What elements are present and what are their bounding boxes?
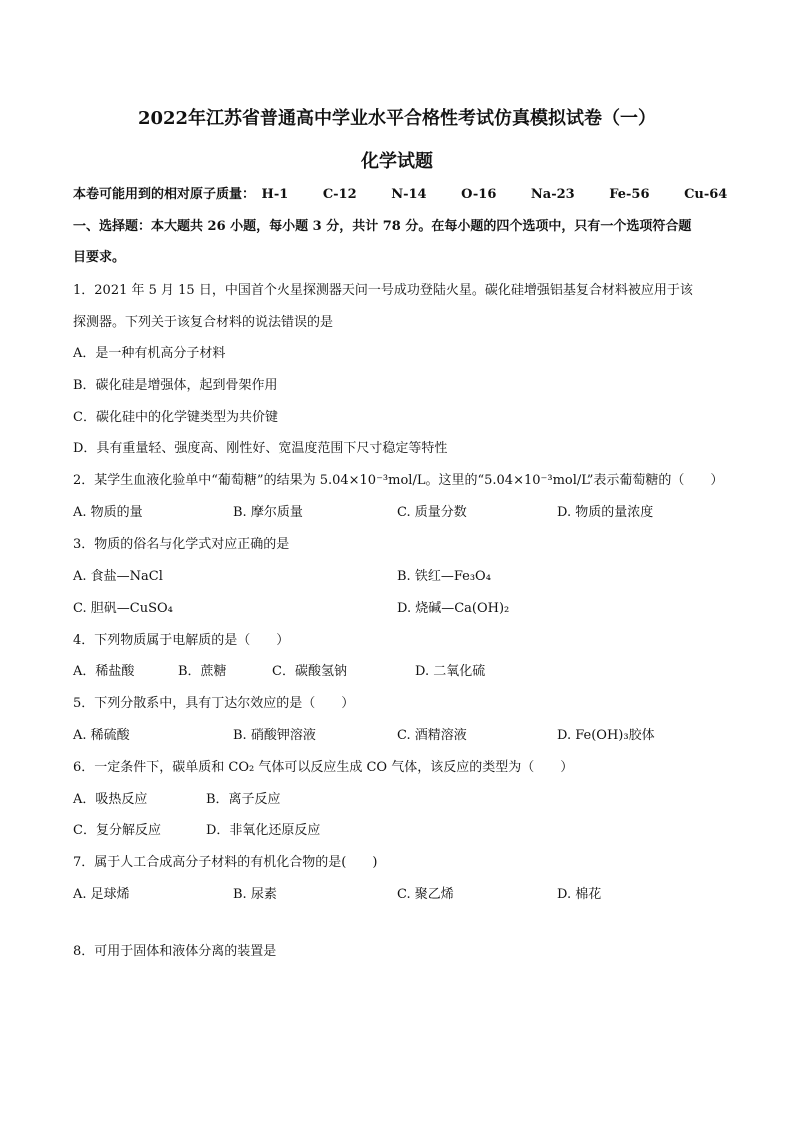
mass-o: O-16 bbox=[461, 187, 497, 202]
section-heading-line1: 一、选择题：本大题共 26 小题，每小题 3 分，共计 78 分。在每小题的四个选项中，只有一个选项符合题 bbox=[73, 219, 692, 234]
q7-option-a: A. 足球烯 bbox=[73, 887, 130, 902]
mass-n: N-14 bbox=[391, 187, 427, 202]
q6-stem: 6．一定条件下，碳单质和 CO₂ 气体可以反应生成 CO 气体，该反应的类型为（ ） bbox=[73, 760, 574, 775]
atomic-masses bbox=[73, 186, 757, 204]
q4-option-c: C．碳酸氢钠 bbox=[272, 664, 347, 679]
q4-option-a: A．稀盐酸 bbox=[73, 664, 135, 679]
q1-stem-line2: 探测器。下列关于该复合材料的说法错误的是 bbox=[73, 315, 334, 330]
q2-option-d: D. 物质的量浓度 bbox=[557, 505, 654, 520]
mass-fe: Fe-56 bbox=[609, 187, 650, 202]
q4-option-d: D. 二氧化硫 bbox=[415, 664, 486, 679]
q5-stem: 5．下列分散系中，具有丁达尔效应的是（ ） bbox=[73, 696, 355, 711]
q5-option-b: B. 硝酸钾溶液 bbox=[233, 728, 316, 743]
q7-stem: 7．属于人工合成高分子材料的有机化合物的是( ) bbox=[73, 855, 378, 870]
q3-option-a: A. 食盐—NaCl bbox=[73, 569, 163, 584]
exam-title: 2022年江苏省普通高中学业水平合格性考试仿真模拟试卷（一） bbox=[137, 108, 657, 129]
q3-option-d: D. 烧碱—Ca(OH)₂ bbox=[397, 601, 510, 616]
q3-stem: 3．物质的俗名与化学式对应正确的是 bbox=[73, 537, 290, 552]
q8-stem: 8．可用于固体和液体分离的装置是 bbox=[73, 944, 277, 959]
q2-option-c: C. 质量分数 bbox=[397, 505, 467, 520]
q2-option-b: B. 摩尔质量 bbox=[233, 505, 303, 520]
q1-option-b: B．碳化硅是增强体，起到骨架作用 bbox=[73, 378, 278, 393]
q1-option-c: C．碳化硅中的化学键类型为共价键 bbox=[73, 410, 278, 425]
exam-subtitle: 化学试题 bbox=[361, 151, 433, 172]
q2-stem: 2．某学生血液化验单中“葡萄糖”的结果为 5.04×10⁻³mol/L。这里的“5.04×10⁻³mol/L”表示葡萄糖的（ ） bbox=[73, 473, 724, 488]
q1-option-d: D．具有重量轻、强度高、刚性好、宽温度范围下尺寸稳定等特性 bbox=[73, 441, 448, 456]
q4-stem: 4．下列物质属于电解质的是（ ） bbox=[73, 633, 290, 648]
q6-option-b: B．离子反应 bbox=[206, 792, 281, 807]
mass-h: H-1 bbox=[261, 187, 289, 202]
q7-option-d: D. 棉花 bbox=[557, 887, 602, 902]
mass-c: C-12 bbox=[322, 187, 357, 202]
q3-option-b: B. 铁红—Fe₃O₄ bbox=[397, 569, 491, 584]
q5-option-c: C. 酒精溶液 bbox=[397, 728, 467, 743]
q7-option-c: C. 聚乙烯 bbox=[397, 887, 454, 902]
mass-cu: Cu-64 bbox=[684, 187, 728, 202]
q6-option-c: C．复分解反应 bbox=[73, 823, 161, 838]
q6-option-a: A．吸热反应 bbox=[73, 792, 148, 807]
q5-option-d: D. Fe(OH)₃胶体 bbox=[557, 728, 655, 743]
q6-option-d: D．非氧化还原反应 bbox=[206, 823, 321, 838]
mass-na: Na-23 bbox=[530, 187, 575, 202]
q5-option-a: A. 稀硫酸 bbox=[73, 728, 130, 743]
q7-option-b: B. 尿素 bbox=[233, 887, 277, 902]
section-heading-line2: 目要求。 bbox=[73, 250, 126, 265]
atomic-masses-label: 本卷可能用到的相对原子质量： bbox=[73, 187, 256, 202]
q1-option-a: A．是一种有机高分子材料 bbox=[73, 346, 226, 361]
q4-option-b: B．蔗糖 bbox=[178, 664, 227, 679]
q3-option-c: C. 胆矾—CuSO₄ bbox=[73, 601, 173, 616]
q2-option-a: A. 物质的量 bbox=[73, 505, 143, 520]
q1-stem-line1: 1．2021 年 5 月 15 日，中国首个火星探测器天问一号成功登陆火星。碳化硅增强铝基复合材料被应用于该 bbox=[73, 283, 693, 298]
